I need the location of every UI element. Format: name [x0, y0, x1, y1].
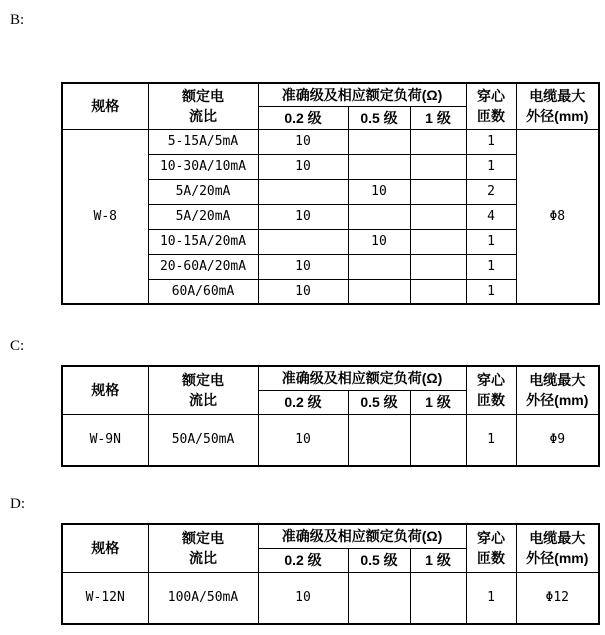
header-row-1 — [62, 366, 599, 390]
cell-ratio: 50A/50mA — [148, 414, 258, 466]
cell-class02: 10 — [258, 279, 348, 304]
cell-class05: 10 — [348, 179, 410, 204]
header-cable-line2: 外径(mm) — [526, 392, 589, 409]
cell-class02: 10 — [258, 254, 348, 279]
header-accuracy-span: 准确级及相应额定负荷(Ω) — [258, 366, 466, 390]
cell-class05 — [348, 129, 410, 154]
header-class-05: 0.5 级 — [348, 390, 410, 414]
cell-class1 — [410, 129, 466, 154]
header-turns-line1: 穿心 — [477, 530, 506, 547]
cell-ratio: 10-15A/20mA — [148, 229, 258, 254]
cell-class05 — [348, 154, 410, 179]
cell-turns: 1 — [466, 572, 516, 624]
cell-turns: 1 — [466, 254, 516, 279]
cell-turns: 1 — [466, 414, 516, 466]
cell-turns: 2 — [466, 179, 516, 204]
cell-class1 — [410, 229, 466, 254]
section-label-c: C: — [10, 338, 25, 354]
header-cable-line1: 电缆最大 — [529, 530, 586, 547]
header-class-05: 0.5 级 — [348, 106, 410, 129]
header-class-02: 0.2 级 — [258, 106, 348, 129]
header-cable — [516, 524, 599, 572]
cell-cable: Φ8 — [516, 129, 599, 304]
cell-ratio: 20-60A/20mA — [148, 254, 258, 279]
header-ratio-line2: 流比 — [189, 392, 217, 409]
header-cable — [516, 366, 599, 414]
cell-ratio: 100A/50mA — [148, 572, 258, 624]
cell-ratio: 5A/20mA — [148, 204, 258, 229]
cell-class05: 10 — [348, 229, 410, 254]
cell-turns: 1 — [466, 229, 516, 254]
cell-class1 — [410, 179, 466, 204]
table-row — [62, 414, 599, 466]
header-turns-line1: 穿心 — [477, 88, 506, 105]
spec-table-c — [61, 365, 600, 467]
header-class-1: 1 级 — [410, 548, 466, 572]
table-row — [62, 572, 599, 624]
cell-class1 — [410, 279, 466, 304]
header-accuracy-span: 准确级及相应额定负荷(Ω) — [258, 83, 466, 106]
header-turns-line2: 匝数 — [477, 550, 506, 567]
header-spec: 规格 — [62, 83, 148, 129]
header-cable — [516, 83, 599, 129]
cell-class02 — [258, 179, 348, 204]
cell-turns: 1 — [466, 279, 516, 304]
cell-class1 — [410, 414, 466, 466]
cell-class05 — [348, 254, 410, 279]
header-class-1: 1 级 — [410, 106, 466, 129]
cell-class02: 10 — [258, 129, 348, 154]
header-ratio — [148, 524, 258, 572]
header-cable-line2: 外径(mm) — [526, 550, 589, 567]
cell-ratio: 10-30A/10mA — [148, 154, 258, 179]
header-class-02: 0.2 级 — [258, 548, 348, 572]
cell-class05 — [348, 279, 410, 304]
cell-class02: 10 — [258, 414, 348, 466]
header-turns — [466, 366, 516, 414]
header-class-05: 0.5 级 — [348, 548, 410, 572]
header-spec: 规格 — [62, 366, 148, 414]
cell-cable: Φ9 — [516, 414, 599, 466]
cell-class05 — [348, 414, 410, 466]
cell-ratio: 5-15A/5mA — [148, 129, 258, 154]
header-ratio-line2: 流比 — [189, 550, 217, 567]
header-turns-line1: 穿心 — [477, 372, 506, 389]
header-class-1: 1 级 — [410, 390, 466, 414]
header-ratio-line1: 额定电 — [182, 88, 224, 105]
header-ratio — [148, 83, 258, 129]
cell-turns: 4 — [466, 204, 516, 229]
cell-turns: 1 — [466, 154, 516, 179]
spec-table-b — [61, 82, 600, 305]
header-ratio-line2: 流比 — [189, 108, 217, 125]
header-turns-line2: 匝数 — [477, 392, 506, 409]
cell-cable: Φ12 — [516, 572, 599, 624]
header-turns-line2: 匝数 — [477, 108, 506, 125]
cell-class1 — [410, 204, 466, 229]
cell-class1 — [410, 254, 466, 279]
header-spec: 规格 — [62, 524, 148, 572]
header-accuracy-span: 准确级及相应额定负荷(Ω) — [258, 524, 466, 548]
header-ratio — [148, 366, 258, 414]
cell-class1 — [410, 154, 466, 179]
header-ratio-line1: 额定电 — [182, 372, 224, 389]
header-cable-line1: 电缆最大 — [529, 88, 586, 105]
section-label-d: D: — [10, 496, 25, 512]
cell-class02: 10 — [258, 572, 348, 624]
cell-class05 — [348, 572, 410, 624]
spec-table-d — [61, 523, 600, 625]
header-ratio-line1: 额定电 — [182, 530, 224, 547]
cell-spec: W-8 — [62, 129, 148, 304]
cell-class02: 10 — [258, 204, 348, 229]
header-class-02: 0.2 级 — [258, 390, 348, 414]
header-row-1 — [62, 524, 599, 548]
header-turns — [466, 524, 516, 572]
cell-spec: W-9N — [62, 414, 148, 466]
table-row — [62, 129, 599, 154]
header-row-1 — [62, 83, 599, 106]
cell-class05 — [348, 204, 410, 229]
cell-class02 — [258, 229, 348, 254]
cell-ratio: 5A/20mA — [148, 179, 258, 204]
header-cable-line2: 外径(mm) — [526, 108, 589, 125]
cell-class1 — [410, 572, 466, 624]
header-turns — [466, 83, 516, 129]
cell-turns: 1 — [466, 129, 516, 154]
cell-spec: W-12N — [62, 572, 148, 624]
section-label-b: B: — [10, 12, 25, 28]
header-cable-line1: 电缆最大 — [529, 372, 586, 389]
cell-ratio: 60A/60mA — [148, 279, 258, 304]
cell-class02: 10 — [258, 154, 348, 179]
